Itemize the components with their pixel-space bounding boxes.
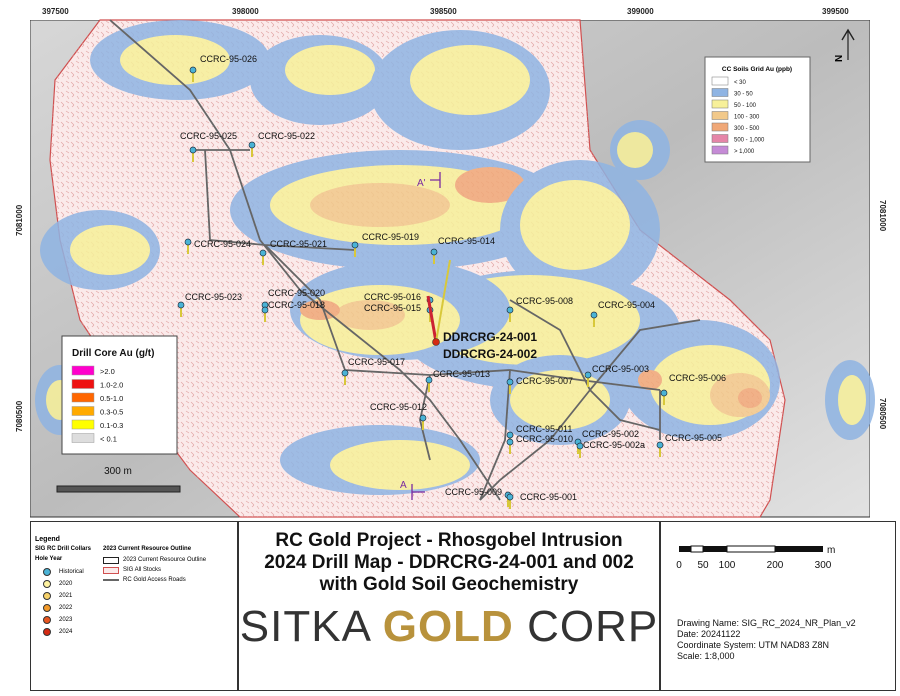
svg-text:A: A [400,480,407,491]
core-legend-label: 0.1-0.3 [100,421,124,430]
hole-collar-icon[interactable] [352,242,358,248]
info-block [660,521,896,691]
svg-text:A': A' [417,178,426,189]
year-label: 2023 [59,617,73,623]
x-coord-2: 398000 [232,7,259,16]
logo-sitka: SITKA [239,602,370,651]
year-item [35,626,84,638]
hole-label-h004: CCRC-95-004 [598,300,656,310]
y-coord-left-2: 7080500 [15,400,24,432]
hole-collar-icon[interactable] [507,379,513,385]
legend-title: Legend [35,536,60,543]
x-coord-1: 397500 [42,7,69,16]
core-swatch [72,420,94,429]
year-dot-icon [43,592,51,600]
year-item [35,602,84,614]
logo-gold: GOLD [382,602,514,651]
core-legend-label: 0.5-1.0 [100,394,124,403]
soil-legend-label: 100 - 300 [734,114,760,121]
soil-swatch [712,112,728,120]
hole-label-h013: CCRC-95-013 [433,369,491,379]
svg-text:N: N [834,54,845,62]
hole-collar-icon[interactable] [342,370,348,376]
soil-legend-label: > 1,000 [734,149,755,155]
frame-right [870,0,900,520]
core-legend-label: 0.3-0.5 [100,407,124,417]
hole-collar-icon[interactable] [190,67,196,73]
drawing-date: Date: 20241122 [677,629,741,639]
core-swatch [72,366,94,375]
hole-label-h014: CCRC-95-014 [438,236,496,246]
hole-collar-icon[interactable] [178,302,184,308]
year-label: 2021 [59,593,73,599]
year-dot-icon [43,580,51,588]
drill-core-legend [62,336,177,454]
hole-label-h024: CCRC-95-024 [194,239,252,249]
collars-title: SIG RC Drill Collars [35,546,92,552]
year-item [35,566,84,578]
scale-tick-300: 300 [814,560,832,571]
hole-collar-icon[interactable] [507,494,513,500]
line-item-roads: RC Gold Access Roads [123,577,186,583]
core-swatch [72,393,94,402]
hole-label-h018: CCRC-95-018 [268,300,326,310]
soil-swatch [712,135,728,143]
hole-label-h009: CCRC-95-009 [445,487,503,497]
hole-label-h003: CCRC-95-003 [592,364,650,374]
scale-tick-0: 0 [676,560,682,571]
hole-label-h008: CCRC-95-008 [516,296,574,306]
hole-label-h026: CCRC-95-026 [200,54,258,64]
map-scale: Scale: 1:8,000 [677,651,735,661]
hole-label-h021: CCRC-95-021 [270,239,328,249]
core-legend-label: 1.0-2.0 [100,380,124,390]
year-label: 2022 [59,605,73,611]
year-list [35,566,84,638]
title-line-3: with Gold Soil Geochemistry [319,574,579,595]
hole-collar-icon[interactable] [507,439,513,445]
hole-collar-icon[interactable] [591,312,597,318]
soil-swatch [712,123,728,131]
year-label: 2024 [59,629,73,635]
coord-system: Coordinate System: UTM NAD83 Z8N [677,640,830,650]
core-swatch [72,380,94,389]
title-line-2: 2024 Drill Map - DDRCRG-24-001 and 002 [264,552,634,573]
core-swatch [72,434,94,443]
hole-label-h002a: CCRC-95-002a [583,440,646,450]
soil-legend-label: 30 - 50 [734,91,753,98]
hole-collar-icon[interactable] [431,249,437,255]
hole-label-h015: CCRC-95-015 [364,303,422,313]
ddrcrg-24-002-label: DDRCRG-24-002 [443,347,538,361]
scale-tick-200: 200 [766,560,784,571]
year-label: 2020 [59,581,73,587]
y-coord-right-2: 7080500 [878,398,887,430]
line-item-outline: 2023 Current Resource Outline [123,557,207,563]
hole-label-h020: CCRC-95-020 [268,288,326,298]
year-item [35,590,84,602]
year-dot-icon [43,616,51,624]
core-swatch [72,407,94,416]
sitka-logo [239,602,659,652]
line-legend [103,555,206,585]
logo-corp: CORP [527,602,659,651]
hole-collar-icon[interactable] [190,147,196,153]
ddrcrg-24-001-label: DDRCRG-24-001 [443,330,538,344]
hole-label-h002: CCRC-95-002 [582,429,640,439]
hole-label-h025: CCRC-95-025 [180,131,238,141]
bottom-legend [30,521,238,691]
hole-collar-icon[interactable] [426,377,432,383]
year-item [35,614,84,626]
scale-bar [661,522,897,582]
soil-legend-label: < 30 [734,80,746,86]
soil-swatch [712,100,728,108]
line-item-stocks: SIG All Stocks [123,567,162,573]
year-item [35,578,84,590]
y-coord-right-1: 7081000 [878,200,887,232]
hole-label-h019: CCRC-95-019 [362,232,420,242]
hole-label-h017: CCRC-95-017 [348,357,406,367]
core-legend-label: < 0.1 [100,434,117,444]
hole-label-h023: CCRC-95-023 [185,292,243,302]
title-block [238,521,660,691]
soil-legend-label: 50 - 100 [734,103,757,109]
frame-left [0,0,30,520]
title-line-1: RC Gold Project - Rhosgobel Intrusion [275,530,623,551]
y-coord-left-1: 7081000 [15,204,24,236]
year-dot-icon [43,604,51,612]
info-text [677,618,856,662]
hole-collar-icon[interactable] [185,239,191,245]
hole-label-h005: CCRC-95-005 [665,433,723,443]
year-dot-icon [43,568,51,576]
hole-label-h012: CCRC-95-012 [370,402,428,412]
soil-swatch [712,77,728,85]
hole-year-title: Hole Year [35,556,63,562]
hole-label-h006: CCRC-95-006 [669,373,727,383]
hole-collar-icon[interactable] [585,372,591,378]
hole-collar-icon[interactable] [249,142,255,148]
drawing-name: Drawing Name: SIG_RC_2024_NR_Plan_v2 [677,618,856,628]
soil-legend [705,57,810,162]
svg-text:Drill Core Au (g/t): Drill Core Au (g/t) [72,348,155,359]
year-label: Historical [59,569,84,575]
hole-label-h022: CCRC-95-022 [258,131,316,141]
hole-collar-icon[interactable] [260,250,266,256]
x-coord-5: 399500 [822,7,849,16]
soil-swatch [712,89,728,97]
x-coord-3: 398500 [430,7,457,16]
hole-collar-icon[interactable] [661,390,667,396]
year-dot-icon [43,628,51,636]
scale-unit: m [827,545,836,556]
hole-label-h010: CCRC-95-010 [516,434,574,444]
svg-text:CC Soils Grid Au (ppb): CC Soils Grid Au (ppb) [721,66,793,73]
x-coord-4: 399000 [627,7,654,16]
scale-tick-100: 100 [718,560,736,571]
scale-tick-50: 50 [697,560,709,571]
hole-collar-icon[interactable] [507,307,513,313]
soil-swatch [712,146,728,154]
hole-collar-icon[interactable] [657,442,663,448]
hole-label-h016: CCRC-95-016 [364,292,422,302]
hole-collar-icon[interactable] [507,432,513,438]
soil-legend-label: 300 - 500 [734,126,760,132]
hole-label-h007: CCRC-95-007 [516,376,574,386]
core-legend-label: >2.0 [100,367,115,376]
hole-collar-icon[interactable] [420,415,426,421]
outline-title: 2023 Current Resource Outline [103,546,192,552]
svg-text:300 m: 300 m [104,466,132,477]
hole-label-h001: CCRC-95-001 [520,492,578,502]
soil-legend-label: 500 - 1,000 [734,137,765,144]
hole-label-h011: CCRC-95-011 [516,424,573,434]
